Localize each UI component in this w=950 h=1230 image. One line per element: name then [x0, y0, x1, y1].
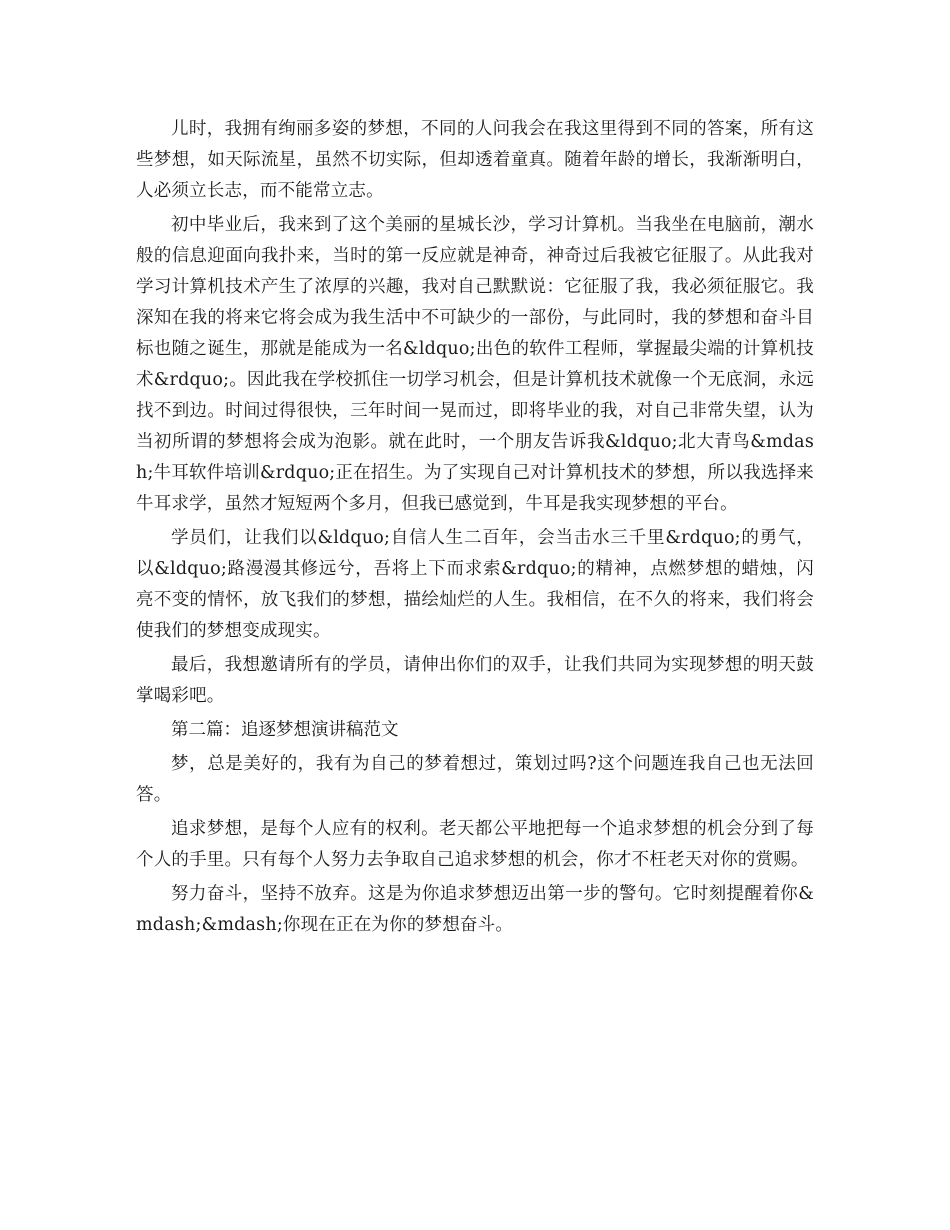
- paragraph-dream-question: 梦，总是美好的，我有为自己的梦着想过，策划过吗?这个问题连我自己也无法回答。: [136, 754, 814, 805]
- document-page: [136, 114, 814, 944]
- paragraph-childhood-dreams: 儿时，我拥有绚丽多姿的梦想，不同的人问我会在我这里得到不同的答案，所有这些梦想，如天际流星，虽然不切实际，但却透着童真。随着年龄的增长，我渐渐明白，人必须立长志，而不能常立志。: [136, 119, 814, 201]
- paragraph-computer-study: 初中毕业后，我来到了这个美丽的星城长沙，学习计算机。当我坐在电脑前，潮水般的信息迎面向我扑来，当时的第一反应就是神奇，神奇过后我被它征服了。从此我对学习计算机技术产生了浓厚的兴趣，我对自己默默说：它征服了我，我必须征服它。我深知在我的将来它将会成为我生活中不可缺少的一部份，与此同时，我的梦想和奋斗目标也随之诞生，那就是能成为一名&ldquo;出色的软件工程师，掌握最尖端的计算机技术&rdquo;。因此我在学校抓住一切学习机会，但是计算机技术就像一个无底洞，永远找不到边。时间过得很快，三年时间一晃而过，即将毕业的我，对自己非常失望，认为当初所谓的梦想将会成为泡影。就在此时，一个朋友告诉我&ldquo;北大青鸟&mdash;牛耳软件培训&rdquo;正在招生。为了实现自己对计算机技术的梦想，所以我选择来牛耳求学，虽然才短短两个多月，但我已感觉到，牛耳是我实现梦想的平台。: [136, 215, 814, 514]
- paragraph-strive: 努力奋斗，坚持不放弃。这是为你追求梦想迈出第一步的警句。它时刻提醒着你&mdash;&mdash;你现在正在为你的梦想奋斗。: [136, 884, 814, 935]
- paragraph-students-call: 学员们，让我们以&ldquo;自信人生二百年，会当击水三千里&rdquo;的勇气，以&ldquo;路漫漫其修远兮，吾将上下而求索&rdquo;的精神，点燃梦想的蜡烛，闪亮不变的情怀，放飞我们的梦想，描绘灿烂的人生。我相信，在不久的将来，我们将会使我们的梦想变成现实。: [136, 528, 814, 641]
- section-heading: 第二篇：追逐梦想演讲稿范文: [171, 720, 399, 740]
- paragraph-closing: 最后，我想邀请所有的学员，请伸出你们的双手，让我们共同为实现梦想的明天鼓掌喝彩吧。: [136, 655, 814, 706]
- paragraph-pursue-right: 追求梦想，是每个人应有的权利。老天都公平地把每一个追求梦想的机会分到了每个人的手里。只有每个人努力去争取自己追求梦想的机会，你才不枉老天对你的赏赐。: [136, 819, 814, 870]
